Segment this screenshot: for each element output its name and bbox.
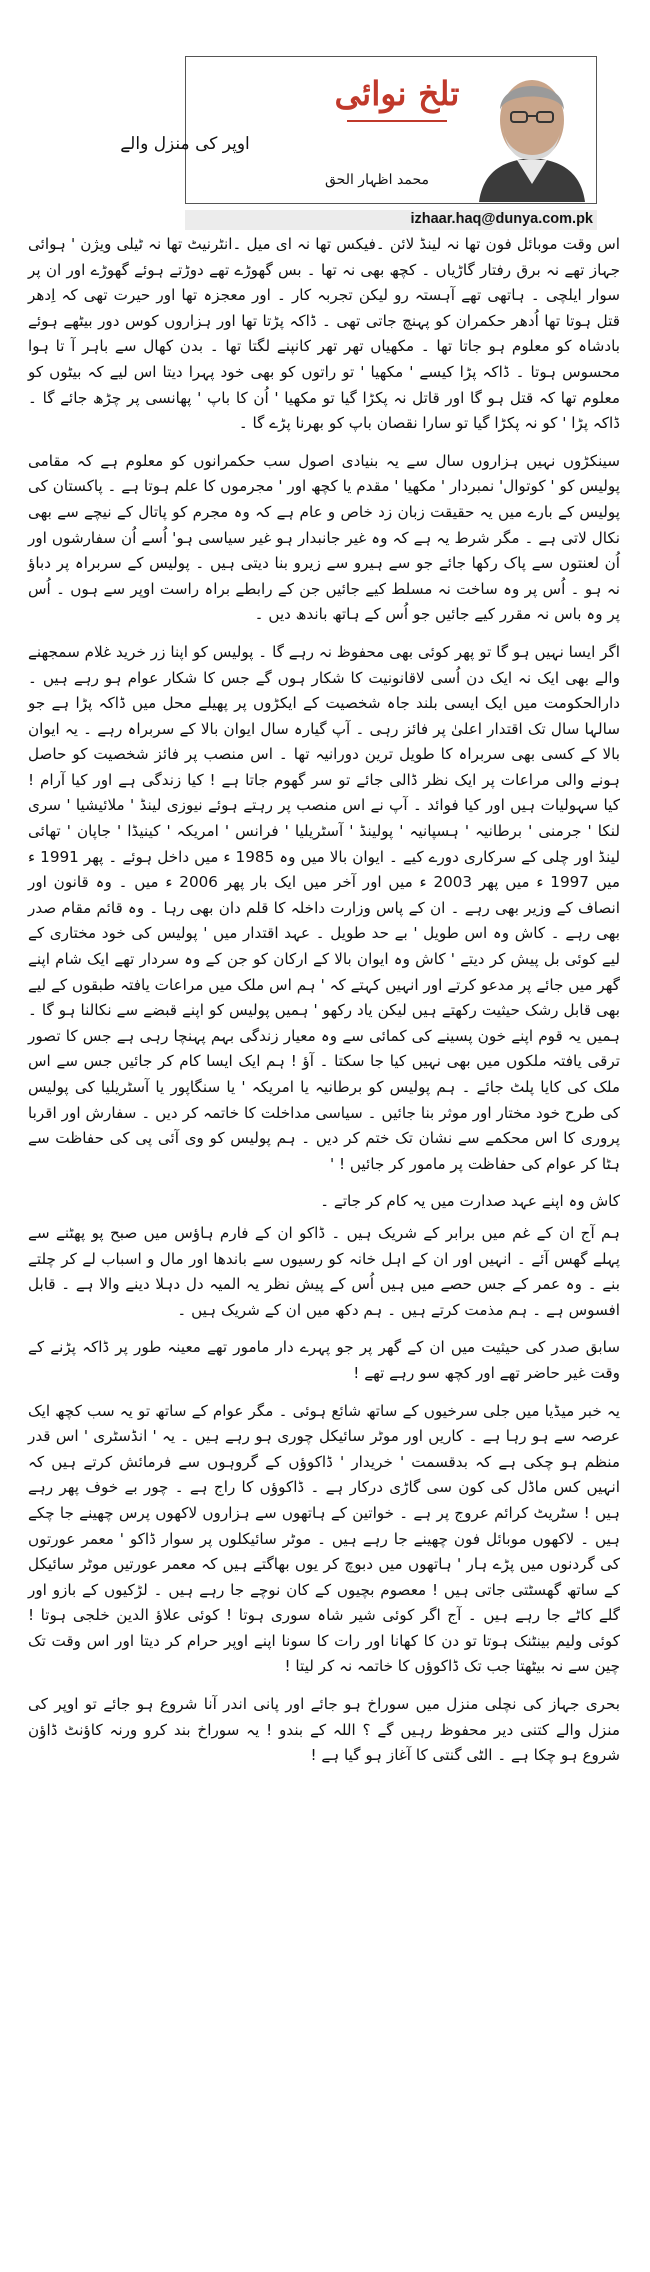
paragraph: کاش وہ اپنے عہد صدارت میں یہ کام کر جاتے ۔ [320,1192,620,1211]
column-headline: اوپر کی منزل والے [120,134,250,154]
paragraph: یہ خبر میڈیا میں جلی سرخیوں کے ساتھ شائع ہوئی ۔ مگر عوام کے ساتھ تو یہ سب کچھ ایک عرصہ سے ہو رہا ہے ۔ کاریں اور موٹر سائیکل چوری ہو رہے ہیں ۔ یہ ' انڈسٹری ' اس قدر منظم ہو چکی ہے کہ بدقسمت ' خریدار ' ڈاکوؤں کے گروہوں سے فرمائش کرتے ہیں کہ انہیں کس ماڈل کی کون سی گاڑی درکار ہے ۔ ڈاکوؤں کا راج ہے ۔ چور بے خوف پھر رہے ہیں ! سٹریٹ کرائم عروج پر ہے ۔ خواتین کے ہاتھوں سے ہزاروں لاکھوں پرس چھینے جا چکے ہیں ۔ لاکھوں موبائل فون چھینے جا رہے ہیں ۔ موٹر سائیکلوں پر سوار ڈاکو ' معمر عورتوں کی گردنوں میں پڑے ہار ' ہاتھوں میں دبوچ کر یوں بھاگتے ہیں کہ معمر عورتیں موٹر سائیکل کے ساتھ گھسٹتی جاتی ہیں ! معصوم بچیوں کے کان نوچے جا رہے ہیں ۔ لڑکیوں کے بازو اور گلے کاٹے جا رہے ہیں ۔ آج اگر کوئی شیر شاہ سوری ہوتا ! کوئی علاؤ الدین خلجی ہوتا ! کوئی ولیم بینٹنک ہوتا تو دن کا کھانا اور رات کا سونا اپنے اوپر حرام کر دیتا اور اس وقت تک چین سے نہ بیٹھتا جب تک ڈاکوؤں کا خاتمہ نہ کر لیتا ! [28,1401,620,1676]
paragraph: سابق صدر کی حیثیت میں ان کے گھر پر جو پہرے دار مامور تھے معینہ طور پر ڈاکہ پڑنے کے وقت غیر حاضر تھے اور کچھ سو رہے تھے ! [28,1338,620,1382]
paragraph: اس وقت موبائل فون تھا نہ لینڈ لائن ۔فیکس تھا نہ ای میل ۔انٹرنیٹ تھا نہ ٹیلی ویژن ' ہوائی جہاز تھے نہ برق رفتار گاڑیاں ۔ کچھ بھی نہ تھا ۔ بس گھوڑے تھے دوڑتے ہوئے گھوڑے اور ان پر سوار ایلچی ۔ ہاتھی تھے آہستہ رو لیکن تجربہ کار ۔ اور معجزہ تھا اور حیرت تھی کہ اِدھر قتل ہوتا تھا اُدھر حکمران کو پہنچ جاتی تھی ۔ ڈاکہ پڑتا تھا اور ہزاروں کوس دور بیٹھے ہوئے بادشاہ کو معلوم ہو جاتا تھا ۔ مکھیاں تھر تھر کانپنے لگتا تھا ۔ بدن کھال سے باہر آ تا ہوا محسوس ہوتا ۔ ڈاکہ پڑا کیسے ' مکھیا ' تو راتوں کو بھی خود پہرا دیتا اس لیے کہ بیٹوں کو معلوم تھا کہ قتل ہو گا اور قاتل نہ پکڑا گیا تو مکھیا ' اُن کا باپ ' پھانسی پر چڑھ جائے گا ۔ ڈاکہ پڑا ' کو نہ پکڑا گیا تو سارا نقصان باپ کو بھرنا پڑے گا ۔ [28,235,620,433]
author-email: izhaar.haq@dunya.com.pk [410,211,593,227]
author-portrait [473,60,591,202]
paragraph: ہم آج ان کے غم میں برابر کے شریک ہیں ۔ ڈاکو ان کے فارم ہاؤس میں صبح پو پھٹنے سے پہلے گھس آئے ۔ انہیں اور ان کے اہل خانہ کو رسیوں سے باندھا اور مال و اسباب لے کر چلتے بنے ۔ وہ عمر کے جس حصے میں ہیں اُس کے پیش نظر یہ المیہ دل دہلا دینے والا ہے ۔ قابل افسوس ہے ۔ ہم مذمت کرتے ہیں ۔ ہم دکھ میں ان کے شریک ہیں ۔ [28,1223,620,1319]
brand-underline [347,120,447,122]
column-brand-title: تلخ نوائی [334,74,460,113]
paragraph: اگر ایسا نہیں ہو گا تو پھر کوئی بھی محفوظ نہ رہے گا ۔ پولیس کو اپنا زر خرید غلام سمجھنے والے بھی ایک نہ ایک دن اُسی لاقانونیت کا شکار ہوں گے جس کا شکار عوام ہو رہے ہیں ۔ دارالحکومت میں ایک ایسی بلند جاہ شخصیت کے ایکڑوں پر پھیلے محل میں ڈاکہ پڑا ہے جو سالہا سال تک اقتدار اعلیٰ پر فائز رہی ۔ آپ گیارہ سال ایوان بالا کے سربراہ رہے ۔ یہ ایوان بالا کے کسی بھی سربراہ کا طویل ترین دورانیہ تھا ۔ اس منصب پر فائز شخصیت کو حاصل ہونے والی مراعات پر ایک نظر ڈالی جائے تو سر گھوم جاتا ہے ! کیا زندگی ہے اور کیا آرام ! کیا سہولیات ہیں اور کیا فوائد ۔ آپ نے اس منصب پر رہتے ہوئے نیوزی لینڈ ' ملائیشیا ' سری لنکا ' جرمنی ' برطانیہ ' ہسپانیہ ' پولینڈ ' آسٹریلیا ' فرانس ' امریکہ ' کینیڈا ' جاپان ' تھائی لینڈ اور چلی کے سرکاری دورے کیے ۔ ایوان بالا میں وہ 1985 ء میں داخل ہوئے ۔ پھر 1991 ء میں 1997 ء میں پھر 2003 ء میں اور آخر میں ایک بار پھر 2006 ء میں ۔ وہ قانون اور انصاف کے وزیر بھی رہے ۔ ان کے پاس وزارت داخلہ کا قلم دان بھی رہا ۔ وہ قائم مقام صدر بھی رہے ۔ کاش وہ اس طویل ' بے حد طویل ۔ عہد اقتدار میں ' پولیس کی خود مختاری کے لیے کوئی بل پیش کر دیتے ' کاش وہ ایوان بالا کے ارکان کو جن کے وہ سردار تھے ایک شام اپنے گھر میں جائے پر مدعو کرتے اور انہیں کہتے کہ ' ہم اس ملک میں مراعات یافتہ طبقوں کے لیے بھی قابل رشک حیثیت رکھتے ہیں لیکن یاد رکھو ' ہمیں پولیس کو اپنے قبضے سے نکالنا ہو گا ۔ ہمیں یہ قوم اپنے خون پسینے کی کمائی سے وہ معیار زندگی بہم پہنچا رہی ہے جس کا تصور ترقی یافتہ ملکوں میں بھی نہیں کیا جا سکتا ۔ آؤ ! ہم ایک ایسا کام کر جائیں جس سے اس ملک کی کایا پلٹ جائے ۔ ہم پولیس کو برطانیہ یا امریکہ ' یا سنگاپور یا آسٹریلیا کی پولیس کی طرح خود مختار اور موثر بنا جائیں ۔ سیاسی مداخلت کا خاتمہ کر دیں ۔ سفارش اور اقربا پروری کا اس محکمے سے نشان تک ختم کر دیں ۔ ہم پولیس کو وی آئی پی کی حفاظت سے ہٹا کر عوام کی حفاظت پر مامور کر جائیں ! ' [28,642,621,1173]
paragraph: سینکڑوں نہیں ہزاروں سال سے یہ بنیادی اصول سب حکمرانوں کو معلوم ہے کہ مقامی پولیس کو ' کوتوال' نمبردار ' مکھیا ' مقدم یا کچھ اور ' مجرموں کا علم ہوتا ہے ۔ پاکستان کی پولیس کے بارے میں یہ حقیقت زبان زد خاص و عام ہے کہ وہ مجرم کو پاتال کے نیچے سے بھی نکال لاتی ہے ۔ مگر شرط یہ ہے کہ وہ غیر جانبدار ہو غیر سیاسی ہو' اُسے اُن سفارشوں اور اُن لعنتوں سے پاک رکھا جائے جو سے ہیرو سے زیرو بنا دیتی ہیں ۔ پولیس کے سربراہ پر دباؤ نہ ہو ۔ اُس پر وہ ساخت نہ مسلط کیے جائیں جن کے رابطے براہ راست اوپر سے ہوں ۔ اُس پر وہ باس نہ مقرر کیے جائیں جو اُس کے ہاتھ باندھ دیں ۔ [28,451,620,624]
paragraph: بحری جہاز کی نچلی منزل میں سوراخ ہو جائے اور پانی اندر آنا شروع ہو جائے تو اوپر کی منزل والے کتنی دیر محفوظ رہیں گے ؟ اللہ کے بندو ! یہ سوراخ بند کرو ورنہ کاؤنٹ ڈاؤن شروع ہو چکا ہے ۔ الٹی گنتی کا آغاز ہو گیا ہے ! [28,1695,620,1765]
article-body [28,232,620,1781]
author-name: محمد اظہار الحق [324,172,429,188]
column-header [185,56,597,206]
email-bar [185,210,597,230]
